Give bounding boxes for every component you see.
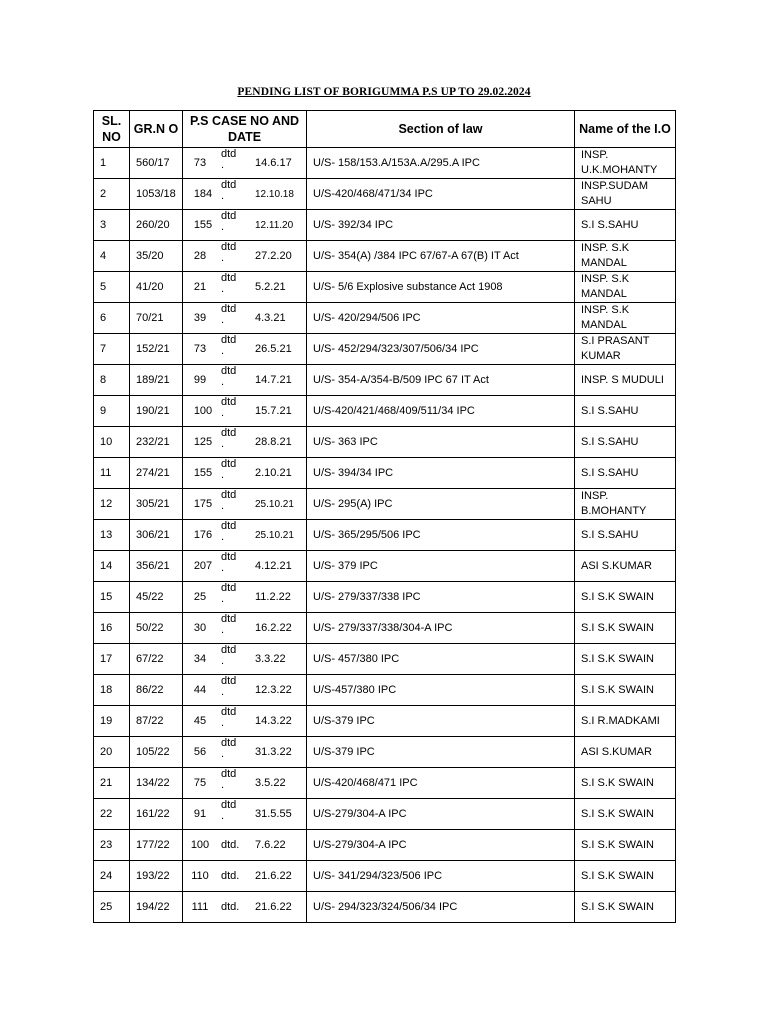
case-date: 14.3.22 [255,714,292,727]
header-io-name: Name of the I.O [575,111,676,148]
table-row [94,210,676,241]
cell-gr-no: 306/21 [130,520,183,551]
cell-io-name: S.I S.SAHU [575,427,676,458]
cell-section-of-law: U/S-420/468/471 IPC [307,768,575,799]
cell-sl-no: 9 [94,396,130,427]
cell-section-of-law: U/S- 279/337/338 IPC [307,582,575,613]
case-date: 5.2.21 [255,280,286,293]
cell-io-name: S.I PRASANT KUMAR [575,334,676,365]
cell-gr-no: 45/22 [130,582,183,613]
case-date: 2.10.21 [255,466,292,479]
case-date: 14.7.21 [255,373,292,386]
table-row [94,737,676,768]
table-row [94,427,676,458]
table-body [94,148,676,923]
case-number: 99 [193,373,207,386]
dated-label: dtd . [221,396,237,419]
dated-label: dtd . [221,768,237,791]
dated-label: dtd . [221,148,237,171]
case-date: 3.5.22 [255,776,286,789]
cell-section-of-law: U/S-457/380 IPC [307,675,575,706]
dated-label: dtd . [221,427,237,450]
cell-section-of-law: U/S- 379 IPC [307,551,575,582]
table-row [94,334,676,365]
table-row [94,768,676,799]
cell-io-name: S.I S.K SWAIN [575,768,676,799]
case-date: 4.12.21 [255,559,292,572]
cell-sl-no: 22 [94,799,130,830]
table-row [94,675,676,706]
cell-gr-no: 260/20 [130,210,183,241]
table-row [94,613,676,644]
case-number: 207 [193,559,213,572]
cell-case-no-date [183,706,307,737]
dated-label: dtd . [221,458,237,481]
case-date: 28.8.21 [255,435,292,448]
cell-gr-no: 152/21 [130,334,183,365]
cell-sl-no: 14 [94,551,130,582]
dated-label: dtd . [221,613,237,636]
cell-section-of-law: U/S-420/468/471/34 IPC [307,179,575,210]
cell-case-no-date [183,551,307,582]
cell-case-no-date [183,210,307,241]
cell-section-of-law: U/S- 452/294/323/307/506/34 IPC [307,334,575,365]
cell-case-no-date [183,520,307,551]
case-date: 31.3.22 [255,745,292,758]
cell-sl-no: 11 [94,458,130,489]
cell-io-name: S.I S.SAHU [575,520,676,551]
dated-label: dtd . [221,737,237,760]
cell-gr-no: 161/22 [130,799,183,830]
cell-section-of-law: U/S- 457/380 IPC [307,644,575,675]
cell-case-no-date [183,737,307,768]
cell-gr-no: 177/22 [130,830,183,861]
cell-sl-no: 19 [94,706,130,737]
case-number: 28 [193,249,207,262]
cell-sl-no: 25 [94,892,130,923]
cell-sl-no: 13 [94,520,130,551]
cell-io-name: INSP. S.K MANDAL [575,241,676,272]
cell-section-of-law: U/S- 420/294/506 IPC [307,303,575,334]
dated-label: dtd . [221,179,237,202]
table-row [94,303,676,334]
cell-gr-no: 70/21 [130,303,183,334]
table-row [94,148,676,179]
cell-sl-no: 16 [94,613,130,644]
dated-label: dtd . [221,489,237,512]
cell-io-name: INSP. B.MOHANTY [575,489,676,520]
cell-io-name: S.I S.K SWAIN [575,892,676,923]
cell-sl-no: 8 [94,365,130,396]
case-date: 27.2.20 [255,249,292,262]
dated-label: dtd . [221,582,237,605]
table-row [94,551,676,582]
cell-gr-no: 305/21 [130,489,183,520]
case-number: 155 [193,466,213,479]
cell-case-no-date [183,365,307,396]
cell-sl-no: 10 [94,427,130,458]
case-number: 73 [193,342,207,355]
cell-case-no-date [183,830,307,861]
case-date: 3.3.22 [255,652,286,665]
cell-case-no-date [183,427,307,458]
cell-sl-no: 20 [94,737,130,768]
cell-gr-no: 105/22 [130,737,183,768]
table-row [94,458,676,489]
case-date: 7.6.22 [255,838,286,851]
case-number: 110 [191,869,209,882]
dated-label: dtd. [221,838,240,851]
case-date: 25.10.21 [255,498,294,510]
case-number: 25 [193,590,207,603]
cell-section-of-law: U/S-279/304-A IPC [307,799,575,830]
table-row [94,799,676,830]
cell-section-of-law: U/S-379 IPC [307,737,575,768]
cell-io-name: INSP. S.K MANDAL [575,272,676,303]
cell-gr-no: 194/22 [130,892,183,923]
dated-label: dtd . [221,675,237,698]
cell-io-name: INSP. U.K.MOHANTY [575,148,676,179]
case-number: 175 [193,497,213,510]
cell-case-no-date [183,675,307,706]
case-number: 45 [193,714,207,727]
cell-section-of-law: U/S- 392/34 IPC [307,210,575,241]
cell-gr-no: 86/22 [130,675,183,706]
cell-gr-no: 190/21 [130,396,183,427]
dated-label: dtd . [221,551,237,574]
cell-io-name: INSP.SUDAM SAHU [575,179,676,210]
cell-io-name: S.I S.K SWAIN [575,861,676,892]
cell-case-no-date [183,334,307,365]
table-row [94,241,676,272]
case-number: 44 [193,683,207,696]
cell-section-of-law: U/S- 341/294/323/506 IPC [307,861,575,892]
case-date: 21.6.22 [255,869,292,882]
cell-case-no-date [183,861,307,892]
cell-gr-no: 41/20 [130,272,183,303]
case-number: 91 [193,807,207,820]
document-title: PENDING LIST OF BORIGUMMA P.S UP TO 29.02.2024 [237,86,531,98]
case-date: 4.3.21 [255,311,286,324]
cell-sl-no: 17 [94,644,130,675]
cell-gr-no: 1053/18 [130,179,183,210]
cell-case-no-date [183,582,307,613]
cell-case-no-date [183,644,307,675]
table-row [94,861,676,892]
cell-case-no-date [183,768,307,799]
case-date: 12.10.18 [255,188,294,200]
cell-io-name: S.I S.K SWAIN [575,644,676,675]
cell-case-no-date [183,458,307,489]
table-row [94,644,676,675]
table-row [94,272,676,303]
cell-case-no-date [183,799,307,830]
case-date: 12.3.22 [255,683,292,696]
cell-case-no-date [183,241,307,272]
table-row [94,892,676,923]
table-row [94,582,676,613]
case-date: 25.10.21 [255,529,294,541]
cell-gr-no: 274/21 [130,458,183,489]
table-row [94,179,676,210]
cell-sl-no: 23 [94,830,130,861]
case-date: 21.6.22 [255,900,292,913]
cell-gr-no: 193/22 [130,861,183,892]
dated-label: dtd . [221,303,237,326]
cell-sl-no: 6 [94,303,130,334]
table-row [94,365,676,396]
table-row [94,489,676,520]
dated-label: dtd . [221,644,237,667]
cell-section-of-law: U/S- 354-A/354-B/509 IPC 67 IT Act [307,365,575,396]
dated-label: dtd . [221,272,237,295]
case-date: 12.11.20 [255,219,294,231]
case-number: 21 [193,280,207,293]
cell-gr-no: 87/22 [130,706,183,737]
cell-case-no-date [183,489,307,520]
cell-gr-no: 232/21 [130,427,183,458]
case-number: 34 [193,652,207,665]
table-row [94,706,676,737]
cell-case-no-date [183,613,307,644]
cell-sl-no: 15 [94,582,130,613]
case-date: 14.6.17 [255,156,292,169]
cell-sl-no: 18 [94,675,130,706]
header-section-of-law: Section of law [307,111,575,148]
table-header-row [94,111,676,148]
cell-io-name: S.I S.K SWAIN [575,830,676,861]
case-number: 155 [193,218,213,231]
cell-io-name: S.I S.SAHU [575,458,676,489]
case-date: 16.2.22 [255,621,292,634]
cell-gr-no: 560/17 [130,148,183,179]
cell-section-of-law: U/S-420/421/468/409/511/34 IPC [307,396,575,427]
header-gr-no: GR.N O [130,111,183,148]
cell-case-no-date [183,396,307,427]
cell-io-name: S.I S.K SWAIN [575,613,676,644]
cell-io-name: S.I S.SAHU [575,210,676,241]
cell-gr-no: 50/22 [130,613,183,644]
cell-section-of-law: U/S-379 IPC [307,706,575,737]
case-number: 100 [190,838,210,851]
cell-gr-no: 67/22 [130,644,183,675]
dated-label: dtd . [221,241,237,264]
dated-label: dtd . [221,520,237,543]
cell-sl-no: 21 [94,768,130,799]
cell-io-name: S.I R.MADKAMI [575,706,676,737]
cell-sl-no: 7 [94,334,130,365]
case-number: 30 [193,621,207,634]
cell-sl-no: 4 [94,241,130,272]
case-number: 184 [193,187,213,200]
cell-case-no-date [183,179,307,210]
cell-io-name: INSP. S.K MANDAL [575,303,676,334]
dated-label: dtd . [221,799,237,822]
cell-section-of-law: U/S- 279/337/338/304-A IPC [307,613,575,644]
case-number: 75 [193,776,207,789]
case-number: 100 [193,404,213,417]
case-number: 111 [191,900,209,913]
cell-io-name: ASI S.KUMAR [575,737,676,768]
cell-section-of-law: U/S- 158/153.A/153A.A/295.A IPC [307,148,575,179]
table-row [94,520,676,551]
cell-io-name: ASI S.KUMAR [575,551,676,582]
cell-section-of-law: U/S- 365/295/506 IPC [307,520,575,551]
cell-sl-no: 12 [94,489,130,520]
dated-label: dtd . [221,365,237,388]
case-date: 15.7.21 [255,404,292,417]
cell-sl-no: 3 [94,210,130,241]
case-number: 73 [193,156,207,169]
cell-io-name: S.I S.K SWAIN [575,799,676,830]
cell-gr-no: 35/20 [130,241,183,272]
cell-section-of-law: U/S-279/304-A IPC [307,830,575,861]
cell-section-of-law: U/S- 5/6 Explosive substance Act 1908 [307,272,575,303]
pending-cases-table [93,110,676,923]
cell-io-name: S.I S.K SWAIN [575,675,676,706]
case-date: 26.5.21 [255,342,292,355]
cell-io-name: INSP. S MUDULI [575,365,676,396]
cell-io-name: S.I S.SAHU [575,396,676,427]
cell-sl-no: 5 [94,272,130,303]
dated-label: dtd. [221,900,240,913]
cell-gr-no: 356/21 [130,551,183,582]
case-number: 176 [193,528,213,541]
case-date: 11.2.22 [255,590,291,603]
cell-section-of-law: U/S- 394/34 IPC [307,458,575,489]
case-date: 31.5.55 [255,807,292,820]
header-case-no-date: P.S CASE NO AND DATE [183,111,307,148]
header-sl-no: SL. NO [94,111,130,148]
dated-label: dtd . [221,334,237,357]
dated-label: dtd. [221,869,240,882]
cell-section-of-law: U/S- 354(A) /384 IPC 67/67-A 67(B) IT Act [307,241,575,272]
case-number: 125 [193,435,213,448]
cell-case-no-date [183,148,307,179]
table-row [94,396,676,427]
cell-gr-no: 189/21 [130,365,183,396]
case-number: 39 [193,311,207,324]
cell-section-of-law: U/S- 295(A) IPC [307,489,575,520]
cell-sl-no: 24 [94,861,130,892]
cell-section-of-law: U/S- 363 IPC [307,427,575,458]
dated-label: dtd . [221,706,237,729]
cell-case-no-date [183,272,307,303]
cell-gr-no: 134/22 [130,768,183,799]
table-row [94,830,676,861]
case-number: 56 [193,745,207,758]
cell-sl-no: 1 [94,148,130,179]
cell-section-of-law: U/S- 294/323/324/506/34 IPC [307,892,575,923]
cell-case-no-date [183,892,307,923]
cell-io-name: S.I S.K SWAIN [575,582,676,613]
cell-case-no-date [183,303,307,334]
dated-label: dtd . [221,210,237,233]
cell-sl-no: 2 [94,179,130,210]
